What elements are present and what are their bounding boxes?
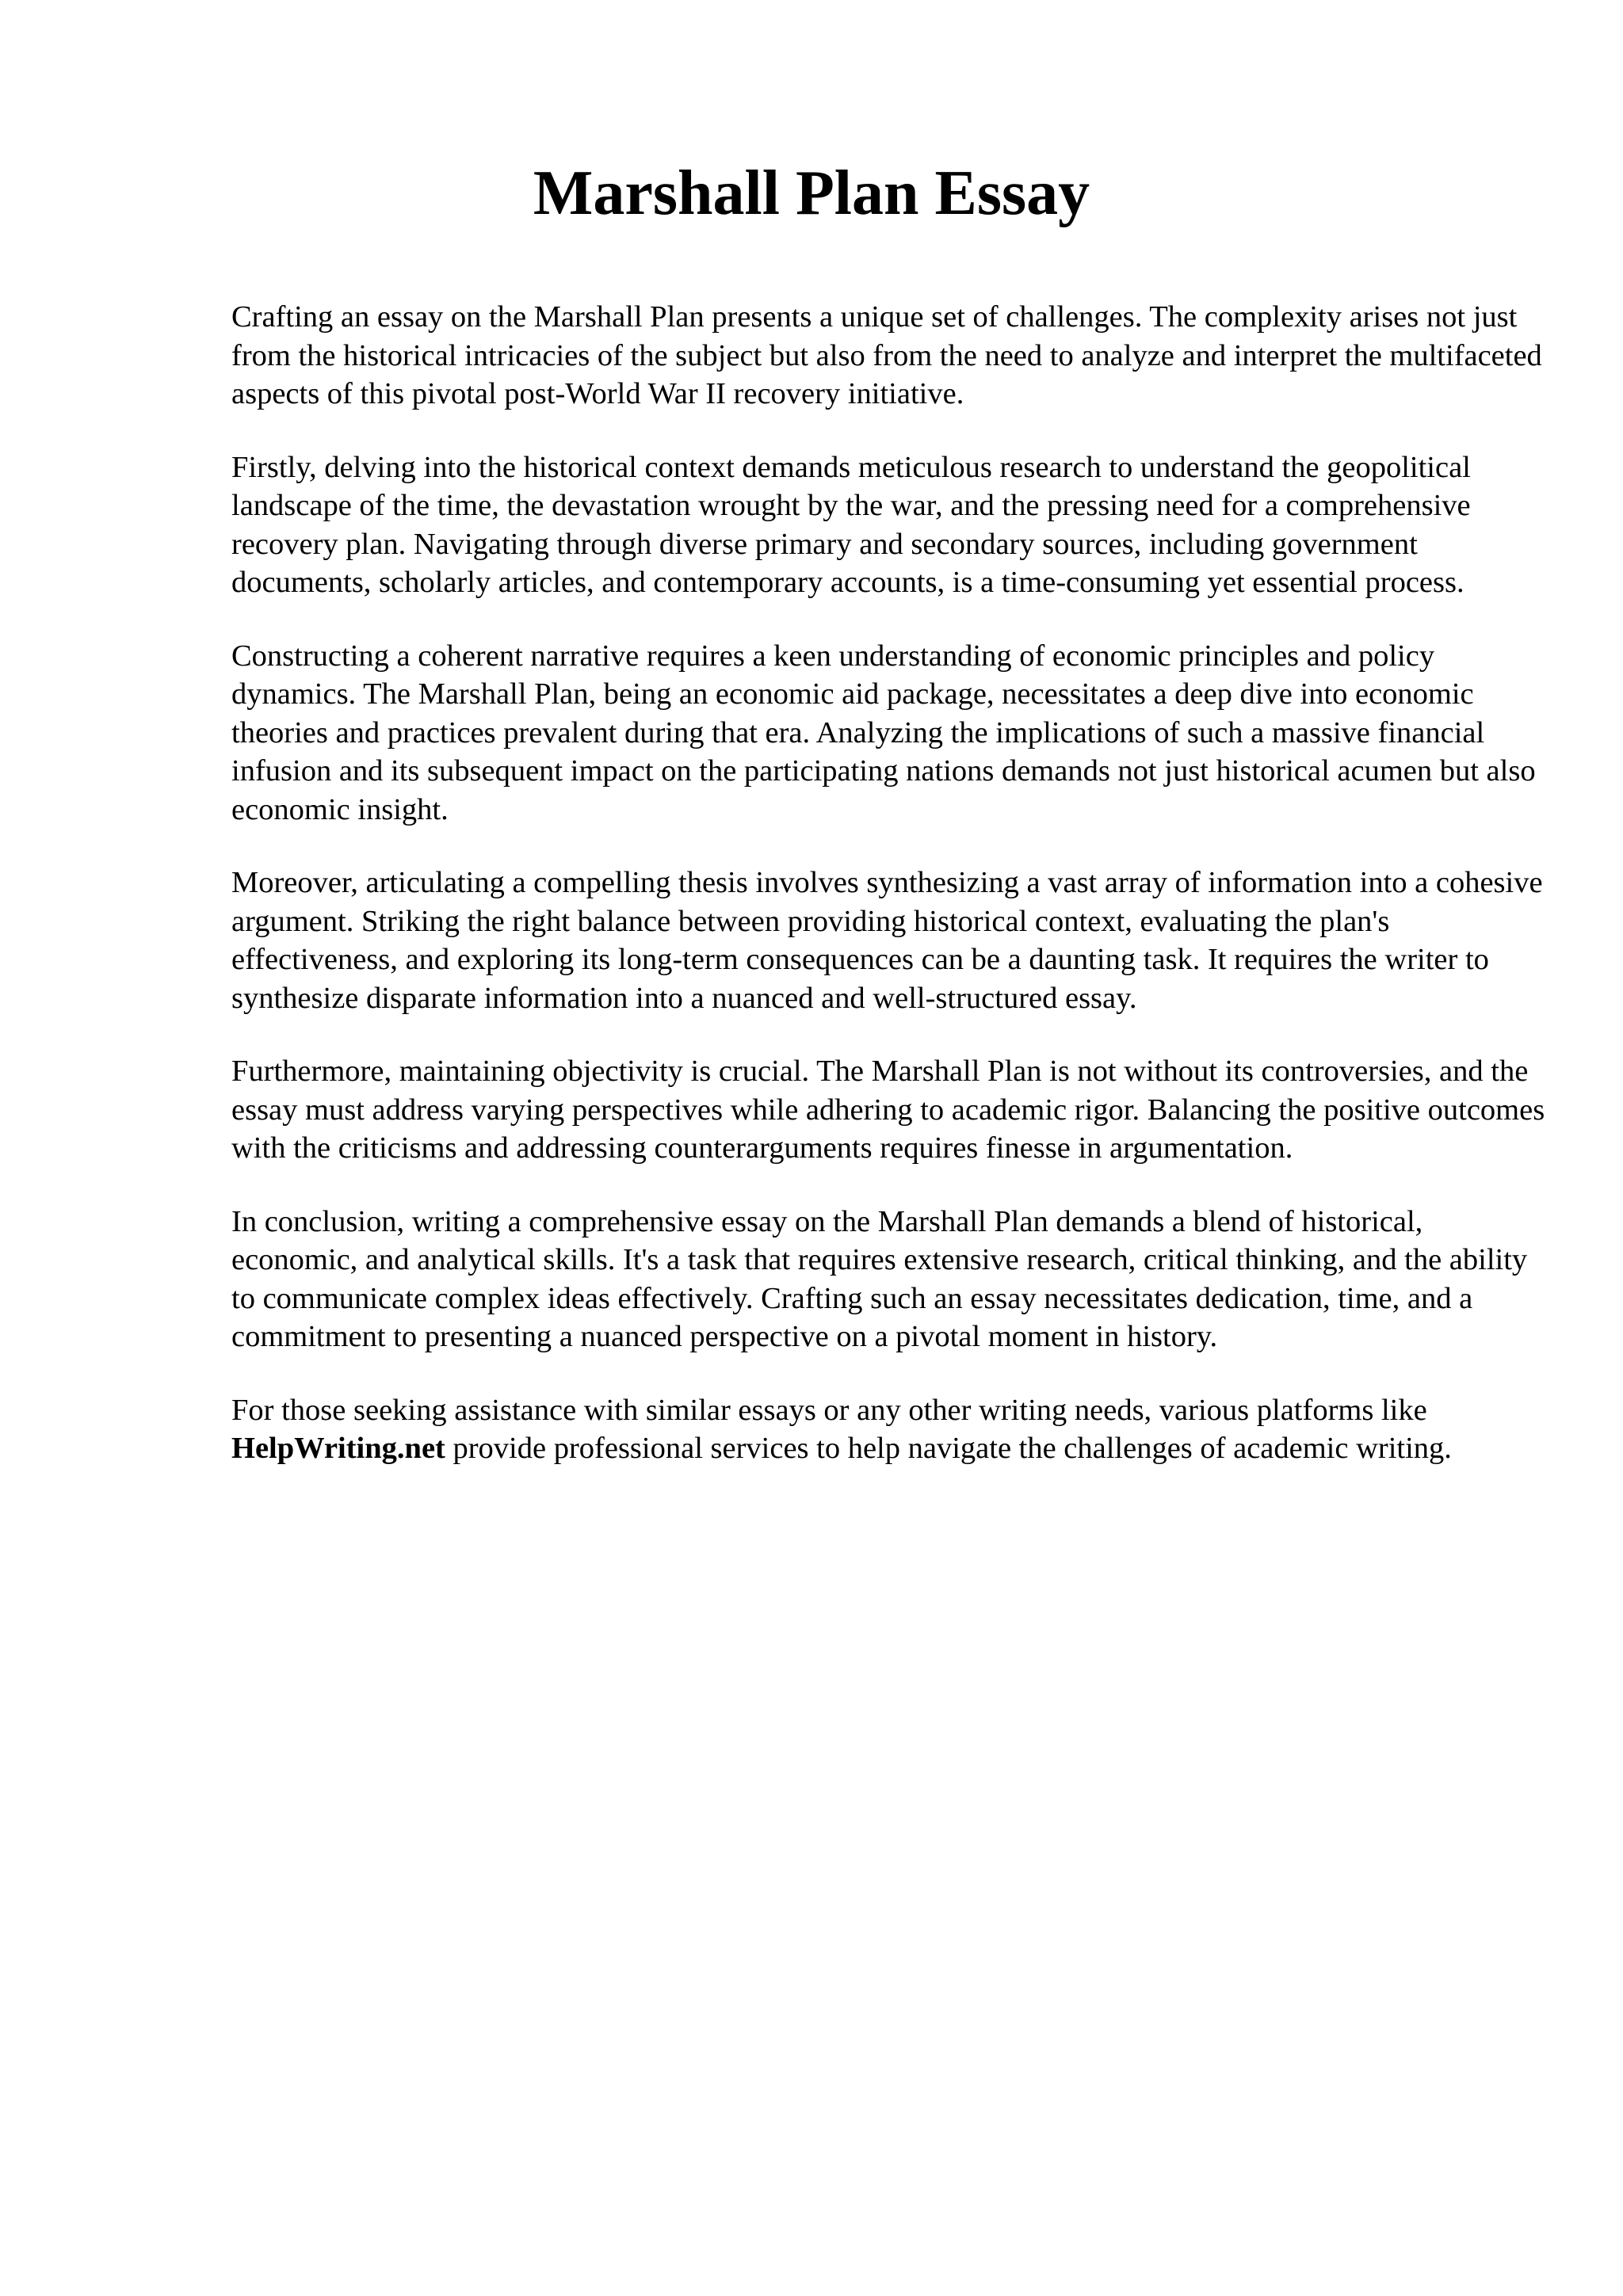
paragraph-historical-context: Firstly, delving into the historical context demands meticulous research to understand the geopolitical landscape of the time, the devastation wrought by the war, and the pressing need for a comprehensive recovery plan. Navigating through diverse primary and secondary sources, including government documents, scholarly articles, and contemporary accounts, is a time-consuming yet essential process. [231,450,1471,599]
essay-body [231,298,1547,1503]
paragraph-intro: Crafting an essay on the Marshall Plan presents a unique set of challenges. The complexity arises not just from the historical intricacies of the subject but also from the need to analyze and interpret the multifaceted aspects of this pivotal post-World War II recovery initiative. [231,300,1542,410]
closing-text-after: provide professional services to help navigate the challenges of academic writing. [445,1432,1452,1465]
paragraph-objectivity: Furthermore, maintaining objectivity is crucial. The Marshall Plan is not without its controversies, and the essay must address varying perspectives while adhering to academic rigor. Balancing the positive outcomes with the criticisms and addressing counterarguments requires finesse in argumentation. [231,1055,1545,1165]
paragraph-closing [231,1391,1547,1468]
paragraph-economic-narrative: Constructing a coherent narrative requires a keen understanding of economic principles and policy dynamics. The Marshall Plan, being an economic aid package, necessitates a deep dive into economic theories and practices prevalent during that era. Analyzing the implications of such a massive financial infusion and its subsequent impact on the participating nations demands not just historical acumen but also economic insight. [231,639,1536,826]
paragraph-thesis: Moreover, articulating a compelling thesis involves synthesizing a vast array of information into a cohesive argument. Striking the right balance between providing historical context, evaluating the plan's effectiveness, and exploring its long-term consequences can be a daunting task. It requires the writer to synthesize disparate information into a nuanced and well-structured essay. [231,866,1543,1015]
brand-name: HelpWriting.net [231,1432,445,1465]
paragraph-conclusion: In conclusion, writing a comprehensive essay on the Marshall Plan demands a blend of historical, economic, and analytical skills. It's a task that requires extensive research, critical thinking, and the ability to communicate complex ideas effectively. Crafting such an essay necessitates dedication, time, and a commitment to presenting a nuanced perspective on a pivotal moment in history. [231,1204,1528,1353]
page-title: Marshall Plan Essay [533,158,1090,228]
closing-text-before: For those seeking assistance with similar essays or any other writing needs, various platforms like [231,1393,1427,1427]
